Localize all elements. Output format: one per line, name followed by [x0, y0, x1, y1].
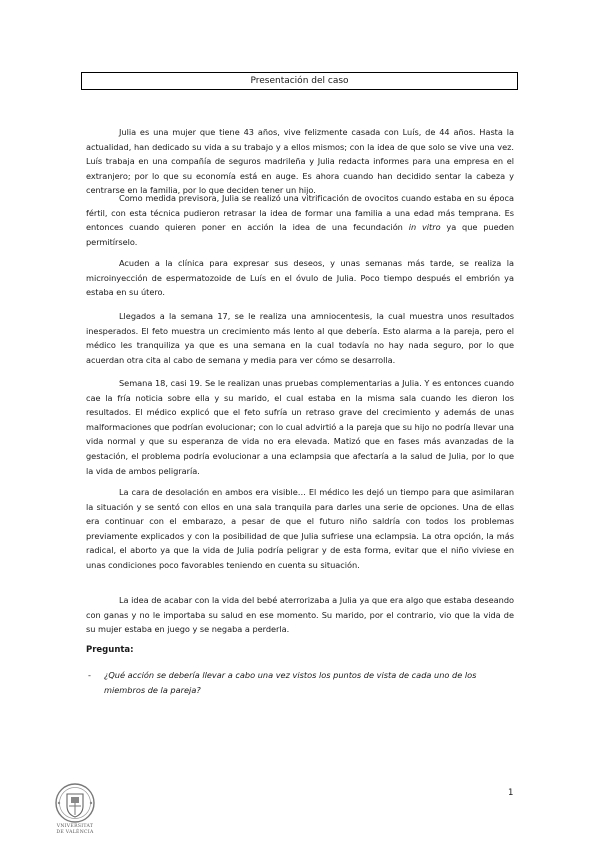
- question-item: [88, 668, 514, 697]
- paragraph-3: Acuden a la clínica para expresar sus deseos, y unas semanas más tarde, se realiza la microinyección de espermatozoide de Luís en el óvulo de Julia. Poco tiempo después el embrión ya estaba en su útero.: [86, 258, 514, 298]
- university-name: [44, 824, 106, 835]
- paragraph-2-italic: in vitro: [408, 222, 441, 233]
- paragraph-2-text-a: Como medida previsora, Julia se realizó una vitrificación de ovocitos cuando estaba en su época fértil, con esta técnica pudieron retrasar la idea de formar una familia a una edad más temprana. Es entonces cuando quieren poner en acción la idea de una fecundación: [86, 193, 514, 233]
- paragraph-4: Llegados a la semana 17, se le realiza una amniocentesis, la cual muestra unos resultados inesperados. El feto muestra un crecimiento más lento al que debería. Esto alarma a la pareja, pero el médico les tranquiliza ya que es una semana en la cual todavía no hay nada seguro, por lo que acuerdan otra cita al cabo de semana y media para ver cómo se desarrolla.: [86, 311, 514, 365]
- paragraph-7: La idea de acabar con la vida del bebé aterrorizaba a Julia ya que era algo que estaba deseando con ganas y no le importaba su salud en ese momento. Su marido, por el contrario, vio que la vida de su mujer estaba en juego y se negaba a perderla.: [86, 595, 514, 635]
- case-title: Presentación del caso: [250, 76, 349, 86]
- question-bullet: -: [88, 670, 91, 680]
- question-label: Pregunta:: [86, 645, 134, 655]
- page-number: 1: [508, 788, 514, 798]
- paragraph-6: La cara de desolación en ambos era visible… El médico les dejó un tiempo para que asimilaran la situación y se sentó con ellos en una sala tranquila para darles una serie de opciones. Una de ellas era continuar con el embarazo, a pesar de que el futuro niño saldría con todos los problemas previamente explicados y con la posibilidad de que Julia sufriese una eclampsia. La otra opción, la más radical, el aborto ya que la vida de Julia podría peligrar y de esta forma, evitar que el niño viviese en unas condiciones poco favorables teniendo en cuenta su situación.: [86, 487, 514, 570]
- case-title-box: [81, 72, 518, 90]
- university-name-line1: VNIVERSITAT: [56, 824, 94, 829]
- question-text: ¿Qué acción se debería llevar a cabo una vez vistos los puntos de vista de cada uno de los miembros de la pareja?: [104, 670, 477, 695]
- paragraph-1: Julia es una mujer que tiene 43 años, vive felizmente casada con Luís, de 44 años. Hasta la actualidad, han dedicado su vida a su trabajo y a ellos mismos; con la idea de que solo se vive una vez. Luís trabaja en una compañía de seguros madrileña y Julia redacta informes para una empresa en el extranjero; por lo que su economía está en auge. Es ahora cuando han decidido sentar la cabeza y centrarse en la familia, por lo que deciden tener un hijo.: [86, 127, 514, 196]
- university-name-line2: DE VALÈNCIA: [56, 829, 94, 835]
- paragraph-2-text-b: ya que pueden permitírselo.: [86, 222, 514, 247]
- paragraph-5: Semana 18, casi 19. Se le realizan unas pruebas complementarias a Julia. Y es entonces cuando cae la fría noticia sobre ella y su marido, el cual estaba en la misma sala cuando les dieron los resultados. El médico explicó que el feto sufría un retraso grave del crecimiento y además de unas malformaciones que podrían evolucionar; con lo cual advirtió a la pareja que su hijo no podría llevar una vida normal y que su esperanza de vida no era elevada. Matizó que en fases más avanzadas de la gestación, el problema podría evolucionar a una eclampsia que afectaría a la salud de Julia, por lo que la vida de ambos peligraría.: [86, 378, 514, 476]
- paragraph-2: [86, 191, 514, 249]
